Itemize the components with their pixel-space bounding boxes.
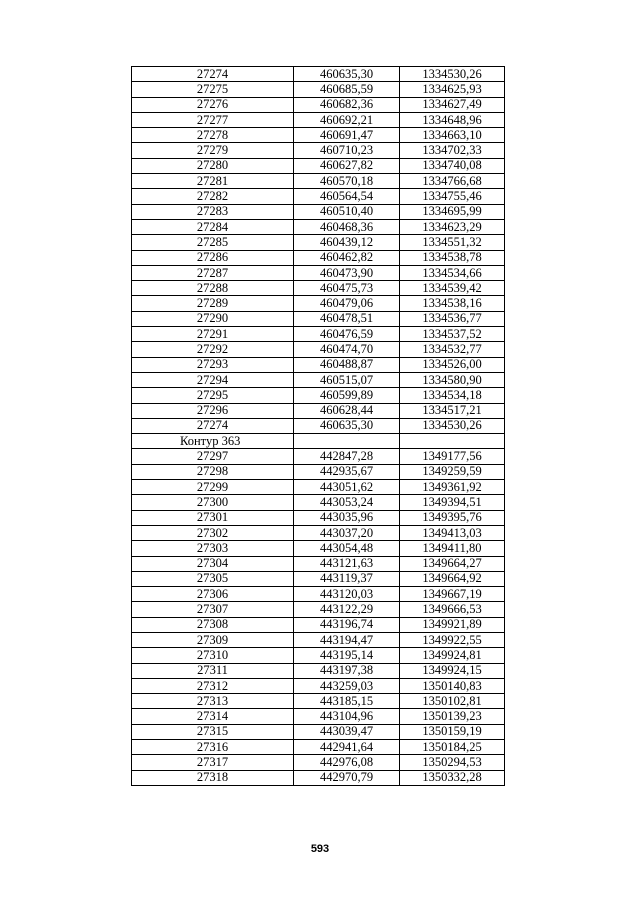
y-coordinate-cell: 1334517,21 <box>400 403 505 418</box>
empty-cell <box>294 434 400 449</box>
x-coordinate-cell: 460479,06 <box>294 296 400 311</box>
x-coordinate-cell: 443121,63 <box>294 556 400 571</box>
y-coordinate-cell: 1334740,08 <box>400 158 505 173</box>
contour-header-row <box>132 434 505 449</box>
point-number-cell: 27315 <box>132 724 294 739</box>
x-coordinate-cell: 442847,28 <box>294 449 400 464</box>
y-coordinate-cell: 1349411,80 <box>400 541 505 556</box>
coordinates-table <box>131 66 505 786</box>
x-coordinate-cell: 443120,03 <box>294 587 400 602</box>
point-number-cell: 27310 <box>132 648 294 663</box>
x-coordinate-cell: 460468,36 <box>294 219 400 234</box>
y-coordinate-cell: 1334702,33 <box>400 143 505 158</box>
table-row <box>132 311 505 326</box>
y-coordinate-cell: 1349667,19 <box>400 587 505 602</box>
table-row <box>132 663 505 678</box>
y-coordinate-cell: 1334530,26 <box>400 67 505 82</box>
y-coordinate-cell: 1349361,92 <box>400 480 505 495</box>
table-row <box>132 510 505 525</box>
y-coordinate-cell: 1334663,10 <box>400 128 505 143</box>
point-number-cell: 27297 <box>132 449 294 464</box>
table-row <box>132 327 505 342</box>
point-number-cell: 27308 <box>132 617 294 632</box>
table-row <box>132 709 505 724</box>
x-coordinate-cell: 460475,73 <box>294 281 400 296</box>
y-coordinate-cell: 1350294,53 <box>400 755 505 770</box>
table-row <box>132 495 505 510</box>
table-row <box>132 82 505 97</box>
x-coordinate-cell: 443195,14 <box>294 648 400 663</box>
x-coordinate-cell: 460691,47 <box>294 128 400 143</box>
x-coordinate-cell: 443035,96 <box>294 510 400 525</box>
x-coordinate-cell: 460627,82 <box>294 158 400 173</box>
table-row <box>132 632 505 647</box>
x-coordinate-cell: 460462,82 <box>294 250 400 265</box>
y-coordinate-cell: 1349666,53 <box>400 602 505 617</box>
point-number-cell: 27286 <box>132 250 294 265</box>
x-coordinate-cell: 460515,07 <box>294 372 400 387</box>
x-coordinate-cell: 460628,44 <box>294 403 400 418</box>
table-row <box>132 480 505 495</box>
y-coordinate-cell: 1334551,32 <box>400 235 505 250</box>
table-row <box>132 204 505 219</box>
point-number-cell: 27274 <box>132 418 294 433</box>
x-coordinate-cell: 442935,67 <box>294 464 400 479</box>
point-number-cell: 27282 <box>132 189 294 204</box>
point-number-cell: 27291 <box>132 327 294 342</box>
coordinates-table-body <box>132 67 505 786</box>
x-coordinate-cell: 443119,37 <box>294 571 400 586</box>
y-coordinate-cell: 1334580,90 <box>400 372 505 387</box>
x-coordinate-cell: 443122,29 <box>294 602 400 617</box>
point-number-cell: 27309 <box>132 632 294 647</box>
y-coordinate-cell: 1349259,59 <box>400 464 505 479</box>
x-coordinate-cell: 460710,23 <box>294 143 400 158</box>
x-coordinate-cell: 443051,62 <box>294 480 400 495</box>
y-coordinate-cell: 1349922,55 <box>400 632 505 647</box>
x-coordinate-cell: 442976,08 <box>294 755 400 770</box>
y-coordinate-cell: 1350139,23 <box>400 709 505 724</box>
point-number-cell: 27318 <box>132 770 294 785</box>
table-row <box>132 219 505 234</box>
x-coordinate-cell: 460476,59 <box>294 327 400 342</box>
y-coordinate-cell: 1350332,28 <box>400 770 505 785</box>
y-coordinate-cell: 1350140,83 <box>400 678 505 693</box>
point-number-cell: 27274 <box>132 67 294 82</box>
x-coordinate-cell: 443196,74 <box>294 617 400 632</box>
y-coordinate-cell: 1334536,77 <box>400 311 505 326</box>
y-coordinate-cell: 1334627,49 <box>400 97 505 112</box>
point-number-cell: 27279 <box>132 143 294 158</box>
table-row <box>132 250 505 265</box>
x-coordinate-cell: 460439,12 <box>294 235 400 250</box>
x-coordinate-cell: 460570,18 <box>294 174 400 189</box>
x-coordinate-cell: 443194,47 <box>294 632 400 647</box>
point-number-cell: 27290 <box>132 311 294 326</box>
table-row <box>132 174 505 189</box>
point-number-cell: 27317 <box>132 755 294 770</box>
point-number-cell: 27295 <box>132 388 294 403</box>
x-coordinate-cell: 443054,48 <box>294 541 400 556</box>
y-coordinate-cell: 1334538,16 <box>400 296 505 311</box>
table-row <box>132 403 505 418</box>
x-coordinate-cell: 443053,24 <box>294 495 400 510</box>
point-number-cell: 27280 <box>132 158 294 173</box>
table-row <box>132 418 505 433</box>
y-coordinate-cell: 1334623,29 <box>400 219 505 234</box>
point-number-cell: 27300 <box>132 495 294 510</box>
table-row <box>132 128 505 143</box>
y-coordinate-cell: 1334625,93 <box>400 82 505 97</box>
y-coordinate-cell: 1349664,27 <box>400 556 505 571</box>
table-row <box>132 770 505 785</box>
x-coordinate-cell: 460682,36 <box>294 97 400 112</box>
x-coordinate-cell: 460635,30 <box>294 418 400 433</box>
table-row <box>132 143 505 158</box>
y-coordinate-cell: 1334695,99 <box>400 204 505 219</box>
y-coordinate-cell: 1334755,46 <box>400 189 505 204</box>
y-coordinate-cell: 1334534,18 <box>400 388 505 403</box>
table-row <box>132 617 505 632</box>
y-coordinate-cell: 1334766,68 <box>400 174 505 189</box>
point-number-cell: 27275 <box>132 82 294 97</box>
table-row <box>132 587 505 602</box>
table-row <box>132 755 505 770</box>
table-row <box>132 158 505 173</box>
table-row <box>132 265 505 280</box>
point-number-cell: 27299 <box>132 480 294 495</box>
table-row <box>132 357 505 372</box>
point-number-cell: 27307 <box>132 602 294 617</box>
x-coordinate-cell: 460692,21 <box>294 112 400 127</box>
x-coordinate-cell: 443197,38 <box>294 663 400 678</box>
y-coordinate-cell: 1349921,89 <box>400 617 505 632</box>
point-number-cell: 27281 <box>132 174 294 189</box>
table-row <box>132 449 505 464</box>
point-number-cell: 27312 <box>132 678 294 693</box>
point-number-cell: 27292 <box>132 342 294 357</box>
point-number-cell: 27296 <box>132 403 294 418</box>
y-coordinate-cell: 1349664,92 <box>400 571 505 586</box>
point-number-cell: 27283 <box>132 204 294 219</box>
point-number-cell: 27314 <box>132 709 294 724</box>
point-number-cell: 27289 <box>132 296 294 311</box>
contour-label: Контур 363 <box>132 434 294 449</box>
y-coordinate-cell: 1350184,25 <box>400 740 505 755</box>
x-coordinate-cell: 443104,96 <box>294 709 400 724</box>
x-coordinate-cell: 460685,59 <box>294 82 400 97</box>
table-row <box>132 342 505 357</box>
table-row <box>132 571 505 586</box>
point-number-cell: 27278 <box>132 128 294 143</box>
x-coordinate-cell: 442970,79 <box>294 770 400 785</box>
table-row <box>132 648 505 663</box>
page-number: 593 <box>310 843 330 855</box>
y-coordinate-cell: 1334530,26 <box>400 418 505 433</box>
point-number-cell: 27316 <box>132 740 294 755</box>
y-coordinate-cell: 1349395,76 <box>400 510 505 525</box>
y-coordinate-cell: 1349394,51 <box>400 495 505 510</box>
y-coordinate-cell: 1349413,03 <box>400 525 505 540</box>
table-row <box>132 97 505 112</box>
point-number-cell: 27311 <box>132 663 294 678</box>
x-coordinate-cell: 442941,64 <box>294 740 400 755</box>
y-coordinate-cell: 1334538,78 <box>400 250 505 265</box>
table-row <box>132 189 505 204</box>
point-number-cell: 27285 <box>132 235 294 250</box>
table-row <box>132 372 505 387</box>
point-number-cell: 27304 <box>132 556 294 571</box>
table-row <box>132 602 505 617</box>
point-number-cell: 27303 <box>132 541 294 556</box>
table-row <box>132 388 505 403</box>
y-coordinate-cell: 1334537,52 <box>400 327 505 342</box>
y-coordinate-cell: 1334532,77 <box>400 342 505 357</box>
table-row <box>132 464 505 479</box>
point-number-cell: 27305 <box>132 571 294 586</box>
table-row <box>132 724 505 739</box>
point-number-cell: 27302 <box>132 525 294 540</box>
x-coordinate-cell: 443039,47 <box>294 724 400 739</box>
table-row <box>132 694 505 709</box>
x-coordinate-cell: 460488,87 <box>294 357 400 372</box>
point-number-cell: 27313 <box>132 694 294 709</box>
y-coordinate-cell: 1349177,56 <box>400 449 505 464</box>
y-coordinate-cell: 1334648,96 <box>400 112 505 127</box>
table-row <box>132 541 505 556</box>
x-coordinate-cell: 460510,40 <box>294 204 400 219</box>
empty-cell <box>400 434 505 449</box>
table-row <box>132 281 505 296</box>
y-coordinate-cell: 1334534,66 <box>400 265 505 280</box>
x-coordinate-cell: 460478,51 <box>294 311 400 326</box>
y-coordinate-cell: 1350102,81 <box>400 694 505 709</box>
table-row <box>132 678 505 693</box>
point-number-cell: 27287 <box>132 265 294 280</box>
point-number-cell: 27301 <box>132 510 294 525</box>
table-row <box>132 112 505 127</box>
point-number-cell: 27294 <box>132 372 294 387</box>
x-coordinate-cell: 460564,54 <box>294 189 400 204</box>
point-number-cell: 27277 <box>132 112 294 127</box>
point-number-cell: 27284 <box>132 219 294 234</box>
table-row <box>132 235 505 250</box>
y-coordinate-cell: 1334526,00 <box>400 357 505 372</box>
table-row <box>132 67 505 82</box>
y-coordinate-cell: 1349924,81 <box>400 648 505 663</box>
x-coordinate-cell: 443259,03 <box>294 678 400 693</box>
x-coordinate-cell: 460473,90 <box>294 265 400 280</box>
y-coordinate-cell: 1334539,42 <box>400 281 505 296</box>
x-coordinate-cell: 443185,15 <box>294 694 400 709</box>
x-coordinate-cell: 460635,30 <box>294 67 400 82</box>
x-coordinate-cell: 460599,89 <box>294 388 400 403</box>
table-row <box>132 296 505 311</box>
point-number-cell: 27276 <box>132 97 294 112</box>
table-row <box>132 740 505 755</box>
point-number-cell: 27306 <box>132 587 294 602</box>
x-coordinate-cell: 460474,70 <box>294 342 400 357</box>
y-coordinate-cell: 1349924,15 <box>400 663 505 678</box>
table-row <box>132 525 505 540</box>
x-coordinate-cell: 443037,20 <box>294 525 400 540</box>
y-coordinate-cell: 1350159,19 <box>400 724 505 739</box>
point-number-cell: 27298 <box>132 464 294 479</box>
point-number-cell: 27288 <box>132 281 294 296</box>
point-number-cell: 27293 <box>132 357 294 372</box>
table-row <box>132 556 505 571</box>
